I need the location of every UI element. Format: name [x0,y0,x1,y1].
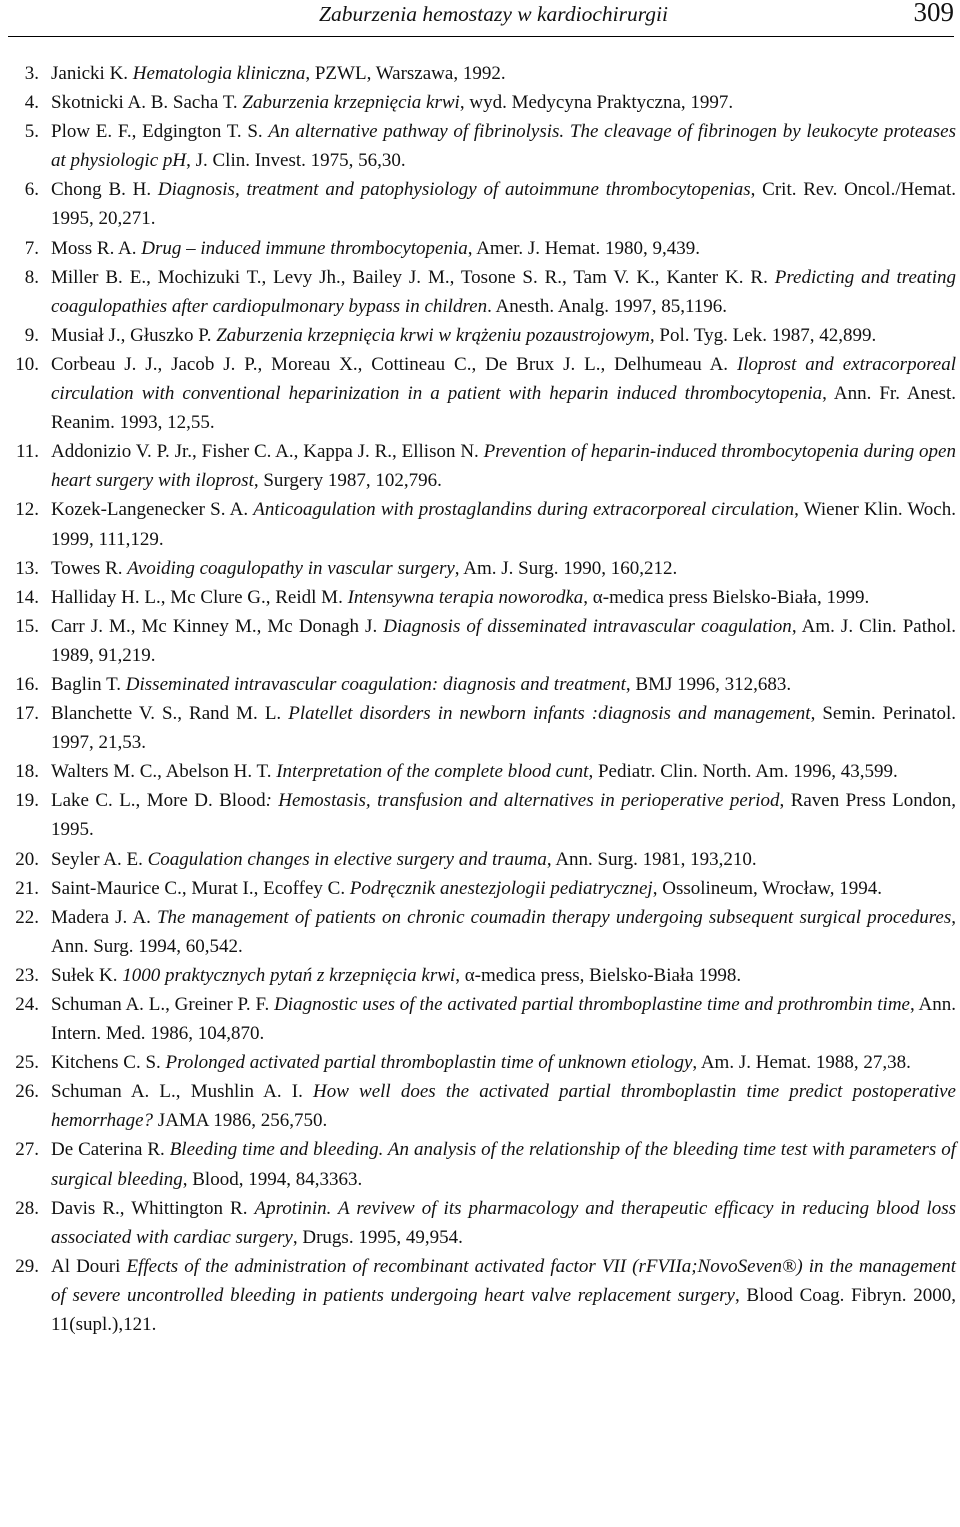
reference-item [0,612,960,670]
reference-text [51,1081,956,1131]
reference-segment: , Ann. Surg. 1981, 193,210. [546,848,757,870]
reference-segment: , PZWL, Warszawa, 1992. [305,63,506,84]
reference-text [51,587,869,608]
reference-segment: Al Douri [51,1255,127,1277]
reference-title: Zaburzenia krzepnięcia krwi [242,92,460,114]
reference-title: 1000 praktycznych pytań z krzepnięcia krwi [122,964,456,986]
reference-segment: Kitchens C. S. [51,1052,166,1074]
reference-title: Drug – induced immune thrombocytopenia [141,237,468,259]
reference-title: Diagnosis of disseminated intravascular coagulation [383,615,792,637]
reference-item [0,321,960,350]
reference-segment: , α-medica press, Bielsko-Biała 1998. [455,964,742,986]
reference-item [0,234,960,263]
reference-segment: , Ossolineum, Wrocław, 1994. [652,877,883,899]
reference-text [51,92,733,113]
reference-segment: Davis R., Whittington R. [51,1197,255,1219]
reference-segment: , Ann. Surg. 1994, 60,542. [51,906,956,957]
reference-number: 10. [15,353,39,375]
reference-number: 26. [15,1081,39,1103]
reference-title: Prolonged activated partial thromboplastin time of unknown etiology [165,1052,693,1074]
reference-text [51,63,506,84]
reference-segment: Halliday H. L., Mc Clure G., Reidl M. [51,586,348,608]
reference-segment: , Ann. Fr. Anest. Reanim. 1993, 12,55. [51,383,956,434]
running-title: Zaburzenia hemostazy w kardiochirurgii [319,2,668,26]
reference-number: 11. [15,441,39,463]
reference-segment: Blanchette V. S., Rand M. L. [51,703,289,725]
reference-number: 6. [24,179,39,201]
reference-segment: , Surgery 1987, 102,796. [253,470,442,492]
reference-title: Effects of the administration of recombinant activated factor VII (rFVIIa;NovoSeven®) in the management of severe uncontrolled bleeding in patients undergoing heart valve replacement surgery [51,1255,957,1306]
reference-segment: , Amer. J. Hemat. 1980, 9,439. [467,237,700,259]
reference-text [51,267,956,317]
reference-number: 18. [15,761,39,783]
reference-item [0,263,960,321]
reference-text [51,965,741,986]
reference-segment: De Caterina R. [51,1139,170,1161]
reference-text [51,674,791,695]
reference-item [0,1048,960,1077]
reference-segment: Kozek-Langenecker S. A. [51,499,254,521]
reference-segment: Plow E. F., Edgington T. S. [51,121,269,143]
reference-number: 22. [15,906,39,928]
reference-number: 3. [24,63,39,84]
reference-segment: , Am. J. Clin. Pathol. 1989, 91,219. [51,615,957,666]
reference-number: 20. [15,848,39,870]
reference-title: Diagnosis, treatment and patophysiology of autoimmune thrombocytopenias [157,179,751,201]
reference-segment: Lake C. L., More D. Blood [51,790,266,812]
reference-list [0,59,960,1339]
reference-segment: , Raven Press London, 1995. [51,790,957,841]
reference-title: How well does the activated partial thromboplastin time predict postoperative hemorrhage? [51,1081,956,1132]
reference-text [51,907,956,957]
header-rule [8,36,954,37]
reference-segment: Carr J. M., Mc Kinney M., Mc Donagh J. [51,615,384,637]
reference-item [0,88,960,117]
reference-number: 19. [15,790,39,812]
reference-number: 7. [24,237,39,259]
reference-segment: , Am. J. Hemat. 1988, 27,38. [692,1052,911,1074]
reference-number: 9. [24,324,39,346]
reference-item [0,350,960,437]
reference-segment: JAMA 1986, 256,750. [153,1110,328,1132]
reference-segment: Skotnicki A. B. Sacha T. [51,92,243,114]
reference-title: : Hemostasis, transfusion and alternatives in perioperative period [265,790,780,812]
reference-item [0,583,960,612]
reference-number: 27. [15,1139,39,1161]
reference-segment: Seyler A. E. [51,848,148,870]
reference-number: 13. [15,557,39,579]
reference-title: Intensywna terapia noworodka [347,586,584,608]
reference-number: 25. [15,1052,39,1074]
reference-item [0,437,960,495]
reference-item [0,903,960,961]
reference-text [51,558,677,579]
reference-number: 24. [15,994,39,1015]
reference-title: Platellet disorders in newborn infants :diagnosis and management [288,703,811,725]
reference-segment: Chong B. H. [51,179,158,201]
reference-text [51,790,956,840]
reference-segment: , Pediatr. Clin. North. Am. 1996, 43,599. [588,761,898,783]
reference-title: Predicting and treating coagulopathies after cardiopulmonary bypass in children [51,266,956,317]
reference-item [0,554,960,583]
reference-title: Podręcznik anestezjologii pediatrycznej [349,877,653,899]
reference-item [0,59,960,88]
reference-segment: . Anesth. Analg. 1997, 85,1196. [487,295,728,317]
reference-number: 14. [15,586,39,608]
reference-title: An alternative pathway of fibrinolysis. The cleavage of fibrinogen by leukocyte proteases at physiologic pH [51,121,956,172]
reference-item [0,757,960,786]
reference-segment: , Am. J. Surg. 1990, 160,212. [454,557,678,579]
reference-segment: Musiał J., Głuszko P. [51,324,217,346]
reference-segment: Schuman A. L., Greiner P. F. [51,994,275,1015]
reference-number: 21. [15,877,39,899]
reference-item [0,1194,960,1252]
reference-text [51,849,757,870]
reference-title: Interpretation of the complete blood cunt [276,761,589,783]
reference-text [51,761,898,782]
reference-title: Diagnostic uses of the activated partial thromboplastine time and prothrombin time [274,994,910,1015]
reference-text [51,238,700,259]
reference-segment: Janicki K. [51,63,133,84]
reference-item [0,1135,960,1193]
reference-segment: Moss R. A. [51,237,142,259]
reference-item [0,1252,960,1339]
page-number: 309 [913,0,954,27]
reference-item [0,786,960,844]
reference-title: Disseminated intravascular coagulation: diagnosis and treatment [125,673,626,695]
reference-segment: , Crit. Rev. Oncol./Hemat. 1995, 20,271. [51,179,956,230]
reference-segment: Schuman A. L., Mushlin A. I. [51,1081,313,1103]
reference-segment: Pol. Tyg. Lek. 1987, 42,899. [654,324,877,346]
reference-item [0,699,960,757]
reference-title: Coagulation changes in elective surgery and trauma [147,848,547,870]
reference-segment: , Drugs. 1995, 49,954. [292,1226,463,1248]
reference-text [51,121,956,171]
reference-number: 15. [15,615,39,637]
reference-segment: , Blood, 1994, 84,3363. [182,1168,363,1190]
reference-segment: , Semin. Perinatol. 1997, 21,53. [51,703,957,754]
reference-title: Hematologia kliniczna [132,63,306,84]
reference-text [51,878,882,899]
reference-item [0,961,960,990]
reference-number: 8. [24,266,39,288]
reference-item [0,175,960,233]
reference-number: 5. [24,121,39,143]
reference-segment: , α-medica press Bielsko-Biała, 1999. [583,586,870,608]
reference-number: 23. [15,964,39,986]
reference-segment: , BMJ 1996, 312,683. [625,673,792,695]
page-header [0,0,960,38]
reference-item [0,495,960,553]
reference-segment: Corbeau J. J., Jacob J. P., Moreau X., Cottineau C., De Brux J. L., Delhumeau A. [51,353,737,375]
reference-text [51,354,956,433]
reference-segment: Addonizio V. P. Jr., Fisher C. A., Kappa J. R., Ellison N. [51,441,484,463]
reference-title: The management of patients on chronic coumadin therapy undergoing subsequent surgical procedures [156,906,952,928]
reference-segment: Miller B. E., Mochizuki T., Levy Jh., Bailey J. M., Tosone S. R., Tam V. K., Kanter K. R. [51,266,775,288]
reference-title: Aprotinin. A revivew of its pharmacology and therapeutic efficacy in reducing blood loss associated with cardiac surgery [51,1197,956,1248]
reference-item [0,117,960,175]
reference-segment: , Ann. Intern. Med. 1986, 104,870. [51,994,956,1045]
reference-item [0,845,960,874]
reference-segment: , wyd. Medycyna Praktyczna, 1997. [459,92,734,114]
reference-segment: , Wiener Klin. Woch. 1999, 111,129. [51,499,956,550]
reference-title: Avoiding coagulopathy in vascular surgery [127,557,455,579]
reference-item [0,874,960,903]
reference-segment: , Blood Coag. Fibryn. 2000, 11(supl.),121. [51,1284,956,1336]
reference-segment: Baglin T. [51,673,126,695]
reference-item [0,990,960,1048]
reference-text [51,325,876,346]
reference-text [51,1256,956,1335]
reference-number: 12. [15,499,39,521]
reference-number: 16. [15,673,39,695]
reference-text [51,616,956,666]
reference-segment: , J. Clin. Invest. 1975, 56,30. [186,150,406,172]
reference-number: 29. [15,1255,39,1277]
reference-text [51,1139,956,1189]
reference-text [51,1198,956,1248]
reference-item [0,670,960,699]
reference-text [51,1052,911,1073]
reference-title: Anticoagulation with prostaglandins during extracorporeal circulation [253,499,795,521]
reference-text [51,499,956,549]
reference-number: 28. [15,1197,39,1219]
reference-title: Iloprost and extracorporeal circulation with conventional heparinization in a patient with heparin induced thrombocytopenia [51,353,956,405]
reference-title: Zaburzenia krzepnięcia krwi w krążeniu pozaustrojowym, [216,324,655,346]
reference-item [0,1077,960,1135]
reference-segment: Sułek K. [51,964,123,986]
reference-segment: Saint-Maurice C., Murat I., Ecoffey C. [51,877,350,899]
reference-text [51,994,956,1044]
reference-text [51,703,956,753]
reference-title: Bleeding time and bleeding. An analysis of the relationship of the bleeding time test with parameters of surgical bleeding [51,1139,956,1190]
reference-title: Prevention of heparin-induced thrombocytopenia during open heart surgery with iloprost [51,441,956,492]
reference-text [51,441,956,491]
reference-text [51,179,956,229]
reference-number: 17. [15,703,39,725]
reference-segment: Walters M. C., Abelson H. T. [51,761,277,783]
reference-number: 4. [24,92,39,114]
reference-segment: Towes R. [51,557,128,579]
reference-segment: Madera J. A. [51,906,157,928]
